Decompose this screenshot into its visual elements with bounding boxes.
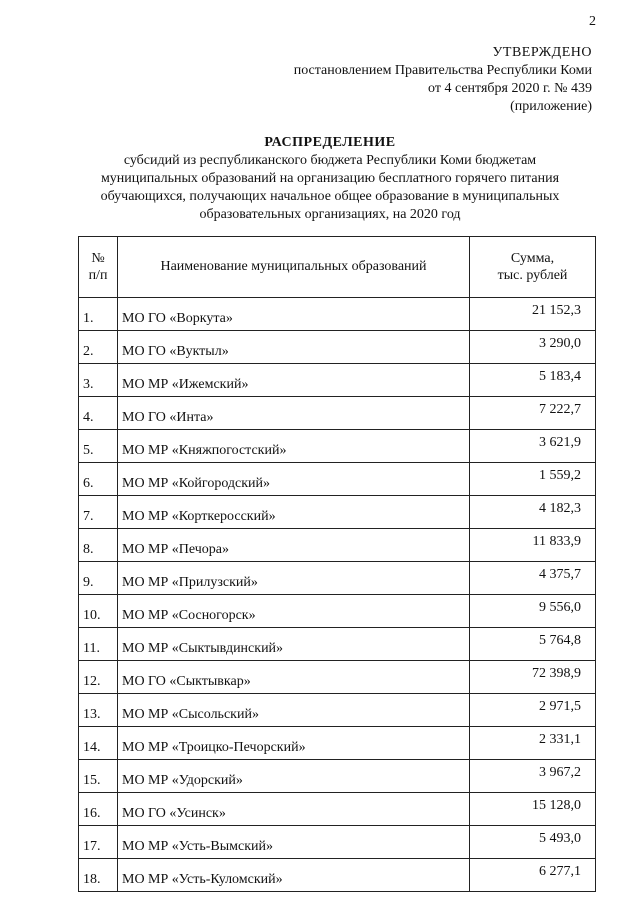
subsidy-amount: 1 559,2 [470,463,596,496]
table-row [79,661,596,694]
title-line-3: обучающихся, получающих начальное общее образование в муниципальных [100,189,560,204]
row-number: 7. [79,496,118,529]
subsidy-amount: 3 967,2 [470,760,596,793]
header-sum-unit: тыс. рублей [497,268,568,283]
document-title-block [60,134,600,224]
title-line-2: муниципальных образований на организацию бесплатного горячего питания [100,171,560,186]
subsidy-amount: 72 398,9 [470,661,596,694]
subsidy-amount: 2 331,1 [470,727,596,760]
subsidy-amount: 6 277,1 [470,859,596,892]
row-number: 8. [79,529,118,562]
header-name: Наименование муниципальных образований [118,237,470,298]
row-number: 18. [79,859,118,892]
approval-block [294,44,592,116]
header-number-abbr: п/п [88,268,108,283]
municipality-name: МО МР «Корткеросский» [118,496,470,529]
table-row [79,859,596,892]
subsidy-amount: 5 493,0 [470,826,596,859]
subsidy-amount: 15 128,0 [470,793,596,826]
table-body [79,298,596,892]
row-number: 6. [79,463,118,496]
approval-appendix: (приложение) [510,99,592,114]
table-row [79,463,596,496]
municipality-name: МО МР «Ижемский» [118,364,470,397]
subsidy-amount: 2 971,5 [470,694,596,727]
table-row [79,397,596,430]
municipality-name: МО ГО «Вуктыл» [118,331,470,364]
table-header-row [79,237,596,298]
title-line-4: образовательных организациях, на 2020 год [199,207,461,222]
row-number: 17. [79,826,118,859]
page-number: 2 [589,14,596,29]
header-sum [470,237,596,298]
municipality-name: МО МР «Княжпогостский» [118,430,470,463]
distribution-table [78,236,596,892]
municipality-name: МО ГО «Воркута» [118,298,470,331]
subsidy-amount: 5 764,8 [470,628,596,661]
table-row [79,727,596,760]
municipality-name: МО МР «Койгородский» [118,463,470,496]
row-number: 9. [79,562,118,595]
header-number-symbol: № [91,251,105,266]
row-number: 13. [79,694,118,727]
table-row [79,298,596,331]
municipality-name: МО ГО «Сыктывкар» [118,661,470,694]
subsidy-amount: 7 222,7 [470,397,596,430]
subsidy-amount: 3 621,9 [470,430,596,463]
municipality-name: МО ГО «Инта» [118,397,470,430]
municipality-name: МО МР «Прилузский» [118,562,470,595]
row-number: 16. [79,793,118,826]
title-line-1: субсидий из республиканского бюджета Республики Коми бюджетам [123,153,537,168]
municipality-name: МО МР «Усть-Куломский» [118,859,470,892]
table-row [79,496,596,529]
table-row [79,793,596,826]
municipality-name: МО МР «Сосногорск» [118,595,470,628]
header-sum-label: Сумма, [510,251,555,266]
table-row [79,331,596,364]
header-number [79,237,118,298]
row-number: 4. [79,397,118,430]
row-number: 11. [79,628,118,661]
municipality-name: МО МР «Сыктывдинский» [118,628,470,661]
municipality-name: МО МР «Троицко-Печорский» [118,727,470,760]
subsidy-amount: 4 375,7 [470,562,596,595]
table-row [79,529,596,562]
subsidy-amount: 5 183,4 [470,364,596,397]
table-row [79,694,596,727]
row-number: 14. [79,727,118,760]
approval-resolution: постановлением Правительства Республики Коми [293,63,592,78]
municipality-name: МО МР «Усть-Вымский» [118,826,470,859]
table-row [79,595,596,628]
row-number: 10. [79,595,118,628]
approval-date: от 4 сентября 2020 г. № 439 [428,81,592,96]
table-row [79,628,596,661]
municipality-name: МО МР «Печора» [118,529,470,562]
table-row [79,562,596,595]
document-title: РАСПРЕДЕЛЕНИЕ [264,135,396,150]
municipality-name: МО ГО «Усинск» [118,793,470,826]
table-row [79,364,596,397]
subsidy-amount: 21 152,3 [470,298,596,331]
approval-stamp: УТВЕРЖДЕНО [492,45,592,60]
row-number: 3. [79,364,118,397]
subsidy-amount: 4 182,3 [470,496,596,529]
row-number: 2. [79,331,118,364]
row-number: 1. [79,298,118,331]
table-row [79,826,596,859]
table-row [79,430,596,463]
subsidy-amount: 11 833,9 [470,529,596,562]
subsidy-amount: 3 290,0 [470,331,596,364]
municipality-name: МО МР «Сысольский» [118,694,470,727]
row-number: 15. [79,760,118,793]
table-row [79,760,596,793]
row-number: 5. [79,430,118,463]
municipality-name: МО МР «Удорский» [118,760,470,793]
row-number: 12. [79,661,118,694]
subsidy-amount: 9 556,0 [470,595,596,628]
